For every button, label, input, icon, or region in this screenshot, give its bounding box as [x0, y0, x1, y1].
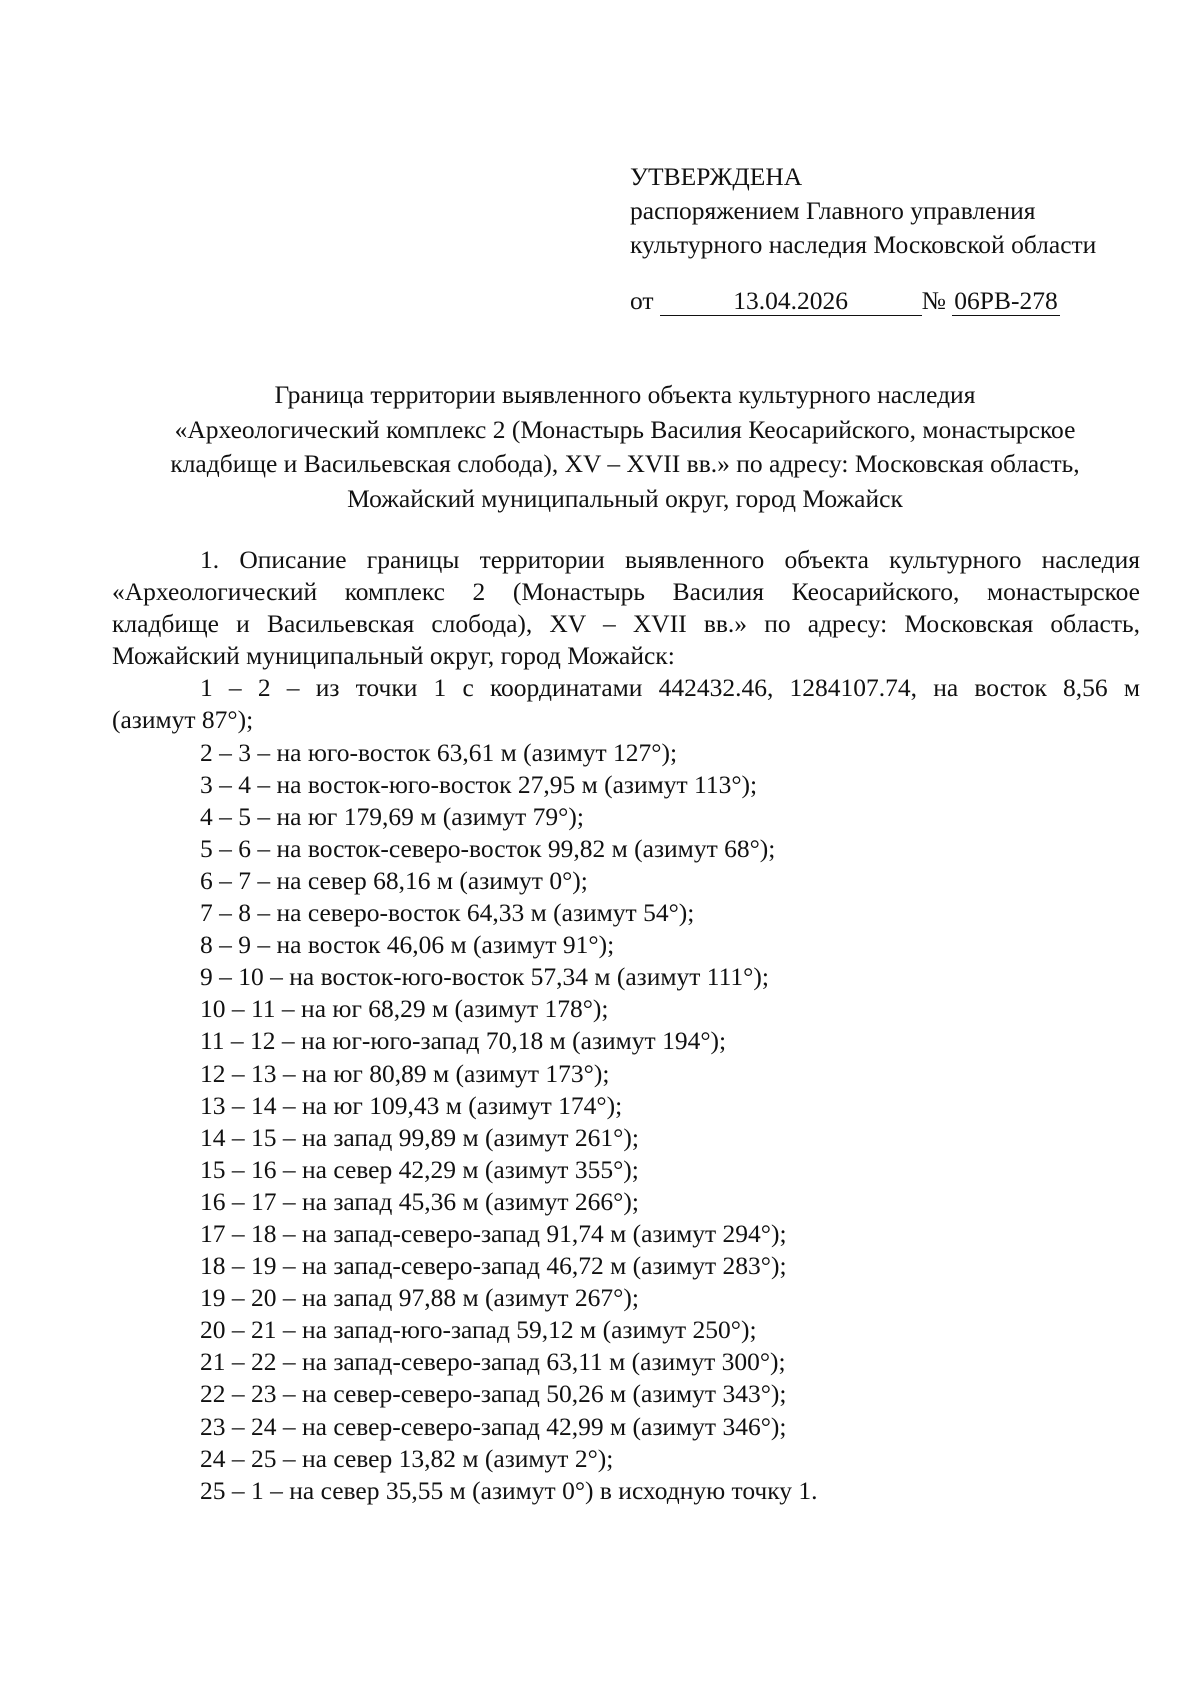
title-line-2: «Археологический комплекс 2 (Монастырь Василия Кеосарийского, монастырское	[174, 414, 1076, 444]
boundary-segment: 2 – 3 – на юго-восток 63,61 м (азимут 127°);	[200, 737, 678, 767]
approval-authority-line-1: распоряжением Главного управления	[630, 196, 1036, 225]
boundary-segment: 14 – 15 – на запад 99,89 м (азимут 261°);	[200, 1122, 639, 1152]
boundary-segment: 24 – 25 – на север 13,82 м (азимут 2°);	[200, 1443, 614, 1473]
from-label: от	[630, 286, 654, 315]
approval-authority-line-2: культурного наследия Московской области	[630, 230, 1097, 259]
title-line-1: Граница территории выявленного объекта культурного наследия	[274, 380, 976, 409]
boundary-segment: 23 – 24 – на север-северо-запад 42,99 м (азимут 346°);	[200, 1411, 787, 1441]
boundary-segment-first-cont: (азимут 87°);	[112, 705, 254, 735]
boundary-segment: 12 – 13 – на юг 80,89 м (азимут 173°);	[200, 1058, 610, 1088]
boundary-segment: 10 – 11 – на юг 68,29 м (азимут 178°);	[200, 994, 609, 1024]
section-heading-line-2: «Археологический комплекс 2 (Монастырь Василия Кеосарийского, монастырское	[112, 577, 1140, 607]
order-number: 06РВ-278	[954, 286, 1058, 315]
boundary-segment: 8 – 9 – на восток 46,06 м (азимут 91°);	[200, 930, 615, 960]
section-heading-line-3: кладбище и Васильевская слобода), XV – XVII вв.» по адресу: Московская область,	[112, 609, 1140, 639]
title-line-3: кладбище и Васильевская слобода), XV – XVII вв.» по адресу: Московская область,	[170, 449, 1080, 478]
boundary-segment: 18 – 19 – на запад-северо-запад 46,72 м (азимут 283°);	[200, 1251, 787, 1281]
boundary-segment: 6 – 7 – на север 68,16 м (азимут 0°);	[200, 865, 588, 895]
boundary-segment: 25 – 1 – на север 35,55 м (азимут 0°) в исходную точку 1.	[200, 1475, 818, 1505]
approval-heading: УТВЕРЖДЕНА	[630, 162, 803, 191]
boundary-segment: 19 – 20 – на запад 97,88 м (азимут 267°);	[200, 1283, 639, 1313]
boundary-description	[112, 544, 1140, 1507]
boundary-segment-list	[112, 737, 1140, 1507]
boundary-segment: 7 – 8 – на северо-восток 64,33 м (азимут 54°);	[200, 898, 695, 928]
boundary-segment: 13 – 14 – на юг 109,43 м (азимут 174°);	[200, 1090, 623, 1120]
boundary-segment: 3 – 4 – на восток-юго-восток 27,95 м (азимут 113°);	[200, 769, 758, 799]
title-line-4: Можайский муниципальный округ, город Можайск	[347, 483, 903, 513]
section-heading-line-1: 1. Описание границы территории выявленного объекта культурного наследия	[200, 545, 1140, 574]
boundary-segment: 22 – 23 – на север-северо-запад 50,26 м (азимут 343°);	[200, 1379, 787, 1409]
boundary-segment: 4 – 5 – на юг 179,69 м (азимут 79°);	[200, 801, 584, 831]
boundary-segment-first: 1 – 2 – из точки 1 с координатами 442432.46, 1284107.74, на восток 8,56 м	[200, 673, 1140, 703]
section-heading-line-4: Можайский муниципальный округ, город Можайск:	[112, 641, 675, 671]
boundary-segment: 5 – 6 – на восток-северо-восток 99,82 м (азимут 68°);	[200, 833, 776, 863]
number-label: №	[921, 286, 946, 315]
boundary-segment: 11 – 12 – на юг-юго-запад 70,18 м (азимут 194°);	[200, 1026, 727, 1056]
boundary-segment: 20 – 21 – на запад-юго-запад 59,12 м (азимут 250°);	[200, 1315, 757, 1345]
boundary-segment: 9 – 10 – на восток-юго-восток 57,34 м (азимут 111°);	[200, 962, 769, 992]
order-date-number	[630, 284, 1060, 318]
approval-stamp	[630, 160, 1096, 262]
document-title	[110, 378, 1140, 516]
boundary-segment: 17 – 18 – на запад-северо-запад 91,74 м (азимут 294°);	[200, 1218, 787, 1248]
boundary-segment: 15 – 16 – на север 42,29 м (азимут 355°);	[200, 1154, 639, 1184]
order-date: 13.04.2026	[660, 287, 922, 316]
boundary-segment: 16 – 17 – на запад 45,36 м (азимут 266°);	[200, 1186, 639, 1216]
boundary-segment: 21 – 22 – на запад-северо-запад 63,11 м (азимут 300°);	[200, 1347, 786, 1377]
